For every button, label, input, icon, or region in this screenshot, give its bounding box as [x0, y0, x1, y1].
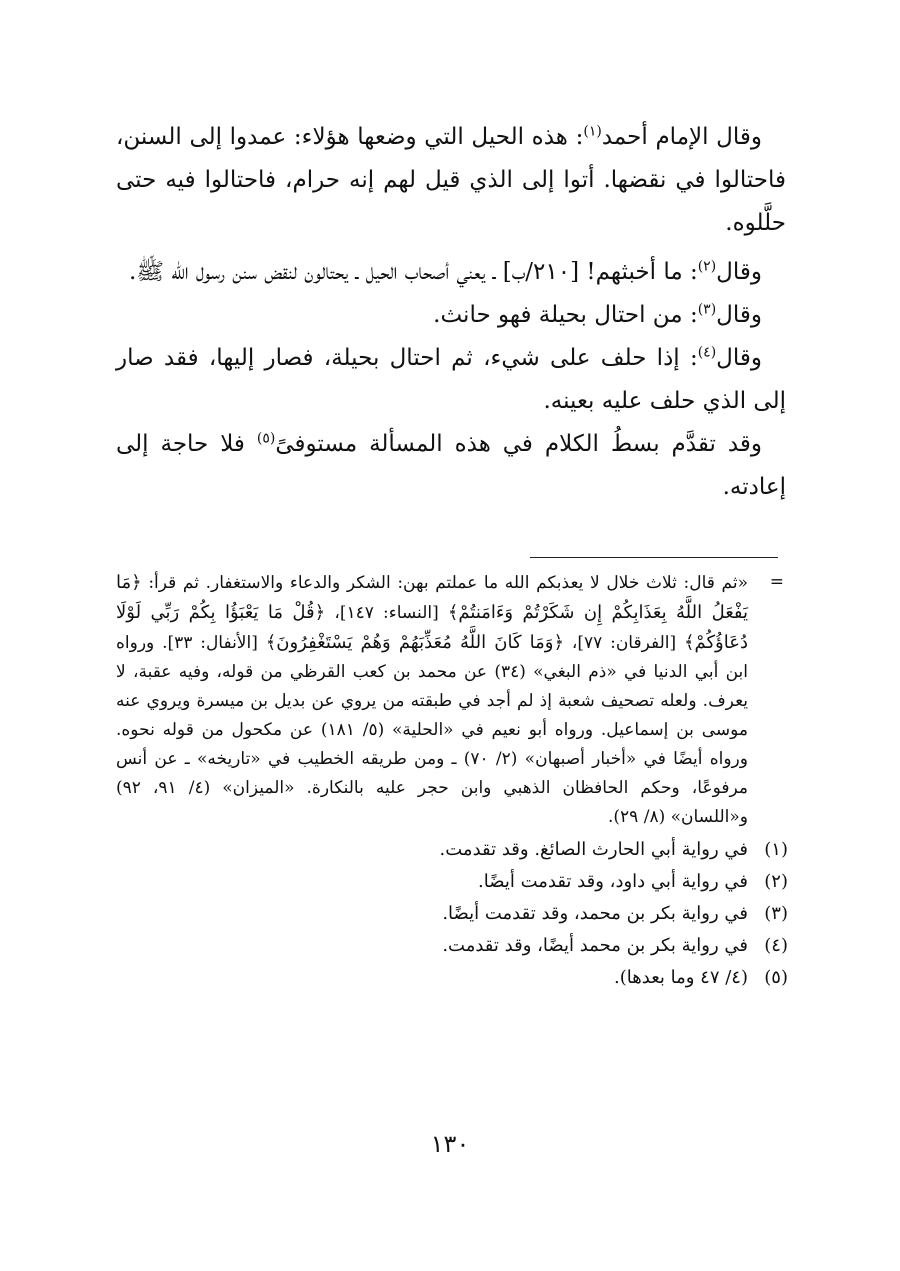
footnote-ref-4[interactable]: (٤): [697, 344, 717, 361]
paragraph-5-rest: فلا حاجة إلى إعادته.: [116, 431, 786, 500]
footnote-2: [116, 867, 788, 896]
paragraph-1-rest: : هذه الحيل التي وضعها هؤلاء: عمدوا إلى السنن، فاحتالوا في نقضها. أتوا إلى الذي قيل لهم إنه حرام، فاحتالوا فيه حتى حلَّلوه.: [116, 124, 786, 236]
paragraph-4: [116, 337, 786, 423]
footnote-3-text: في رواية بكر بن محمد، وقد تقدمت أيضًا.: [442, 903, 748, 924]
quran-verse-2: ﴿قُلْ مَا يَعْبَؤُا بِكُمْ رَبِّي لَوْلَا دُعَاؤُكُمْ﴾: [116, 602, 748, 653]
continuation-text-d: [الأنفال: ٣٣]. ورواه ابن أبي الدنيا في «ذم البغي» (٣٤) عن محمد بن كعب القرظي من قوله، وفيه عقبة، لا يعرف. ولعله تصحيف شعبة إذ لم أجد في طبقته من يروي عن بديل بن ميسرة ويروي عنه موسى بن إسماعيل. ورواه أبو نعيم في «الحلية» (٥/ ١٨١) عن مكحول من قوله نحوه. ورواه أيضًا في «أخبار أصبهان» (٢/ ٧٠) ـ ومن طريقه الخطيب في «تاريخه» ـ عن أنس مرفوعًا، وحكم الحافظان الذهبي وابن حجر عليه بالنكارة. «الميزان» (٤/ ٩١، ٩٢) و«اللسان» (٨/ ٢٩).: [116, 633, 748, 827]
footnote-5: [116, 963, 788, 992]
footnote-1-number: (١): [764, 839, 788, 860]
footnote-continuation: [116, 568, 788, 832]
quran-verse-3: ﴿وَمَا كَانَ اللَّهُ مُعَذِّبَهُمْ وَهُمْ يَسْتَغْفِرُونَ﴾: [265, 632, 565, 653]
footnote-separator: [530, 557, 778, 558]
footnote-3: [116, 899, 788, 928]
paragraph-1: [116, 116, 786, 245]
continuation-text-b: [النساء: ١٤٧]،: [325, 603, 448, 623]
footnote-ref-1[interactable]: (١): [583, 123, 602, 140]
footnote-1: [116, 835, 788, 864]
footnote-ref-5[interactable]: (٥): [256, 430, 276, 447]
quran-verse-1: ﴿مَا يَفْعَلُ اللَّهُ بِعَذَابِكُمْ إِن شَكَرْتُمْ وَءَامَنتُمْ﴾: [116, 572, 748, 623]
footnote-5-text: (٤/ ٤٧ وما بعدها).: [614, 967, 748, 988]
footnote-2-number: (٢): [764, 871, 788, 892]
paragraph-4-rest: : إذا حلف على شيء، ثم احتال بحيلة، فصار إليها، فقد صار إلى الذي حلف عليه بعينه.: [116, 345, 786, 414]
paragraph-3: [116, 294, 786, 337]
paragraph-1-start: وقال الإمام أحمد: [601, 124, 762, 150]
main-text: [116, 116, 786, 509]
paragraph-2-start: وقال: [716, 259, 762, 285]
continuation-marker: =: [769, 572, 784, 592]
paragraph-2-rest: : ما أخبثهم! [٢١٠/ب] ـ يعني أصحاب الحيل ـ يحتالون لنقض سنن رسول الله ﷺ.: [128, 259, 698, 285]
footnote-1-text: في رواية أبي الحارث الصائغ. وقد تقدمت.: [439, 839, 748, 860]
footnote-2-text: في رواية أبي داود، وقد تقدمت أيضًا.: [478, 871, 748, 892]
footnote-ref-2[interactable]: (٢): [697, 258, 717, 275]
footnotes: [116, 568, 788, 992]
continuation-text-c: [الفرقان: ٧٧]،: [564, 633, 684, 653]
footnote-ref-3[interactable]: (٣): [697, 301, 717, 318]
footnote-3-number: (٣): [764, 903, 788, 924]
paragraph-4-start: وقال: [716, 345, 762, 371]
paragraph-3-start: وقال: [716, 302, 762, 328]
continuation-text-a: «ثم قال: ثلاث خلال لا يعذبكم الله ما عملتم بهن: الشكر والدعاء والاستغفار. ثم قرأ:: [141, 573, 748, 593]
page-number: ١٣٠: [430, 1130, 470, 1158]
paragraph-5-start: وقد تقدَّم بسطُ الكلام في هذه المسألة مستوفىً: [275, 431, 762, 457]
paragraph-2: [116, 251, 786, 294]
footnote-4-number: (٤): [764, 935, 788, 956]
footnote-5-number: (٥): [764, 967, 788, 988]
footnote-4: [116, 931, 788, 960]
paragraph-3-rest: : من احتال بحيلة فهو حانث.: [433, 302, 698, 328]
footnote-4-text: في رواية بكر بن محمد أيضًا، وقد تقدمت.: [442, 935, 748, 956]
paragraph-5: [116, 423, 786, 509]
